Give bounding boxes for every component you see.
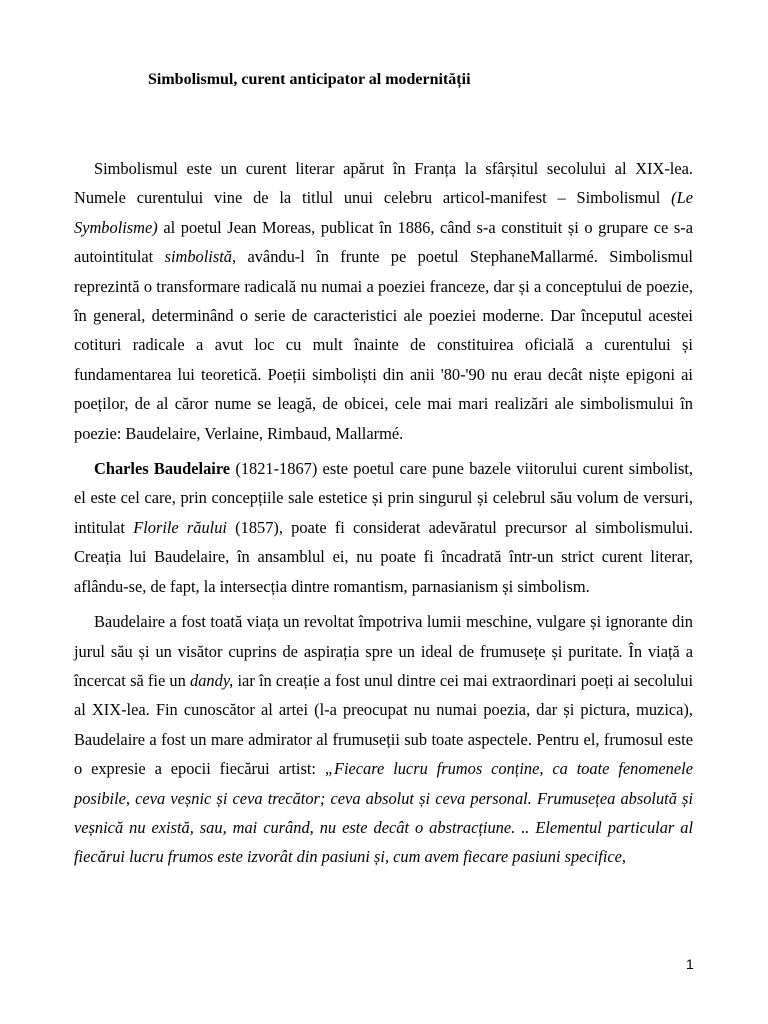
text-run: (1821-1867) este poetul care pune bazele viitorului curent simbolist, el este cel care, prin concepțiile sale estetice și prin singurul și celebrul său volum de versuri, intitulat [74,459,694,537]
page-number: 1 [686,956,694,972]
italic-text: simbolistă, [164,247,237,267]
text-run: iar în creație a fost unul dintre cei mai extraordinari poeți ai secolului al XIX-lea. Fin cunoscător al artei (l-a preocupat nu numai poezia, dar și pictura, muzica), Baudelaire a fost un mare admirator al frumuseții sub toate aspectele. Pentru el, frumosul este o expresie a epocii fiecărui artist: [74,670,693,779]
italic-text: Florile răului [133,517,227,537]
bold-name: Charles Baudelaire [94,459,231,479]
text-run: Simbolismul este un curent literar apărut în Franța la sfârșitul secolului al XIX-lea. Numele curentului vine de la titlul unui celebru articol-manifest – Simbolismul [74,159,693,208]
text-run: (1857), poate fi considerat adevăratul precursor al simbolismului. Creația lui Baudelaire, în ansamblul ei, nu poate fi încadrată într-un strict curent literar, aflându-se, de fapt, la intersecția dintre romantism, parnasianism și simbolism. [74,517,694,596]
document-title: Simbolismul, curent anticipator al modernității [148,71,471,88]
text-run: Baudelaire a fost toată viața un revoltat împotriva lumii meschine, vulgare și ignorante din jurul său și un visător cuprins de aspirația spre un ideal de frumusețe și puritate. În viață a încercat să fie un [74,612,693,690]
italic-text: (Le Symbolisme) [74,188,693,237]
paragraph-intro [74,154,693,448]
text-run: avându-l în frunte pe poetul StephaneMallarmé. Simbolismul reprezintă o transformare radicală nu numai a poeziei franceze, dar și a conceptului de poezie, în general, determinând o serie de caracteristici ale poeziei moderne. Dar începutul acestei cotituri radicale a avut loc cu mult înainte de constituirea oficială a curentului și fundamentarea lui teoretică. Poeții simboliști din anii '80-'90 nu erau decât niște epigoni ai poeților, de al căror nume se leagă, de obicei, cele mai mari realizări ale simbolismului în poezie: Baudelaire, Verlaine, Rimbaud, Mallarmé. [74,247,693,443]
italic-text: dandy, [190,670,234,690]
paragraph-baudelaire [74,454,693,601]
text-run: al poetul Jean Moreas, publicat în 1886, când s-a constituit și o grupare ce s-a autointitulat [74,217,693,267]
document-body [74,154,693,872]
paragraph-beauty [74,607,693,872]
italic-quote: „Fiecare lucru frumos conține, ca toate fenomenele posibile, ceva veșnic și ceva trecător; ceva absolut și ceva personal. Frumusețea absolută și veșnică nu există, sau, mai curând, nu este decât o abstracțiune. .. Elementul particular al fiecărui lucru frumos este izvorât din pasiuni și, cum avem fiecare pasiuni specifice, [74,759,693,867]
